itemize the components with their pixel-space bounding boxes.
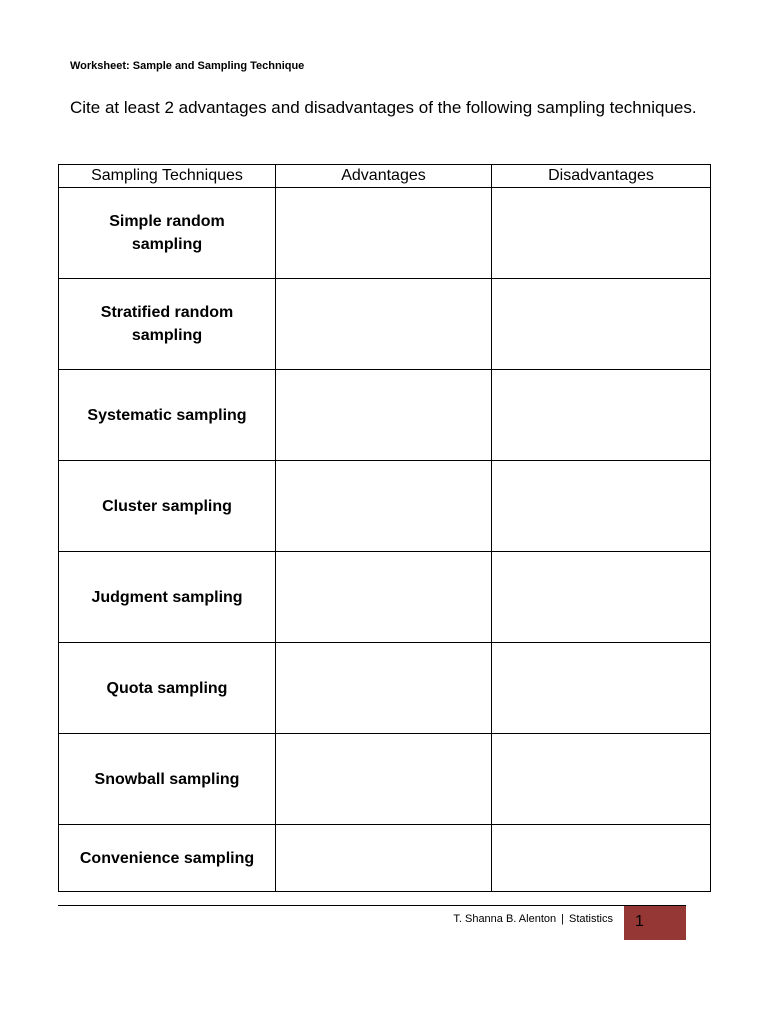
table-row — [59, 643, 711, 734]
table-row — [59, 461, 711, 552]
disadvantages-cell — [492, 552, 711, 643]
column-header-advantages: Advantages — [276, 165, 492, 188]
technique-cell: Cluster sampling — [59, 461, 276, 552]
technique-cell: Systematic sampling — [59, 370, 276, 461]
disadvantages-cell — [492, 825, 711, 892]
footer-author: T. Shanna B. Alenton — [453, 913, 557, 925]
advantages-cell — [276, 552, 492, 643]
disadvantages-cell — [492, 643, 711, 734]
table-row — [59, 734, 711, 825]
footer-separator: | — [561, 913, 564, 925]
advantages-cell — [276, 370, 492, 461]
column-header-techniques: Sampling Techniques — [59, 165, 276, 188]
disadvantages-cell — [492, 734, 711, 825]
technique-cell: Snowball sampling — [59, 734, 276, 825]
advantages-cell — [276, 643, 492, 734]
advantages-cell — [276, 461, 492, 552]
footer-divider — [58, 905, 686, 906]
advantages-cell — [276, 188, 492, 279]
disadvantages-cell — [492, 461, 711, 552]
footer-credit — [453, 913, 613, 925]
table-header-row — [59, 165, 711, 188]
advantages-cell — [276, 279, 492, 370]
footer-subject: Statistics — [568, 913, 613, 925]
table-row — [59, 279, 711, 370]
sampling-techniques-table — [58, 164, 711, 892]
table-row — [59, 370, 711, 461]
table-row — [59, 188, 711, 279]
disadvantages-cell — [492, 279, 711, 370]
table-row — [59, 825, 711, 892]
advantages-cell — [276, 734, 492, 825]
worksheet-title: Worksheet: Sample and Sampling Technique — [70, 60, 305, 72]
technique-cell: Convenience sampling — [59, 825, 276, 892]
page-number-badge — [624, 906, 686, 940]
table-row — [59, 552, 711, 643]
disadvantages-cell — [492, 188, 711, 279]
technique-cell: Judgment sampling — [59, 552, 276, 643]
column-header-disadvantages: Disadvantages — [492, 165, 711, 188]
technique-cell: Simple random sampling — [59, 188, 276, 279]
technique-cell: Quota sampling — [59, 643, 276, 734]
disadvantages-cell — [492, 370, 711, 461]
technique-cell: Stratified random sampling — [59, 279, 276, 370]
page-number: 1 — [635, 913, 644, 930]
instructions-text: Cite at least 2 advantages and disadvantages of the following sampling techniques. — [70, 98, 697, 117]
advantages-cell — [276, 825, 492, 892]
